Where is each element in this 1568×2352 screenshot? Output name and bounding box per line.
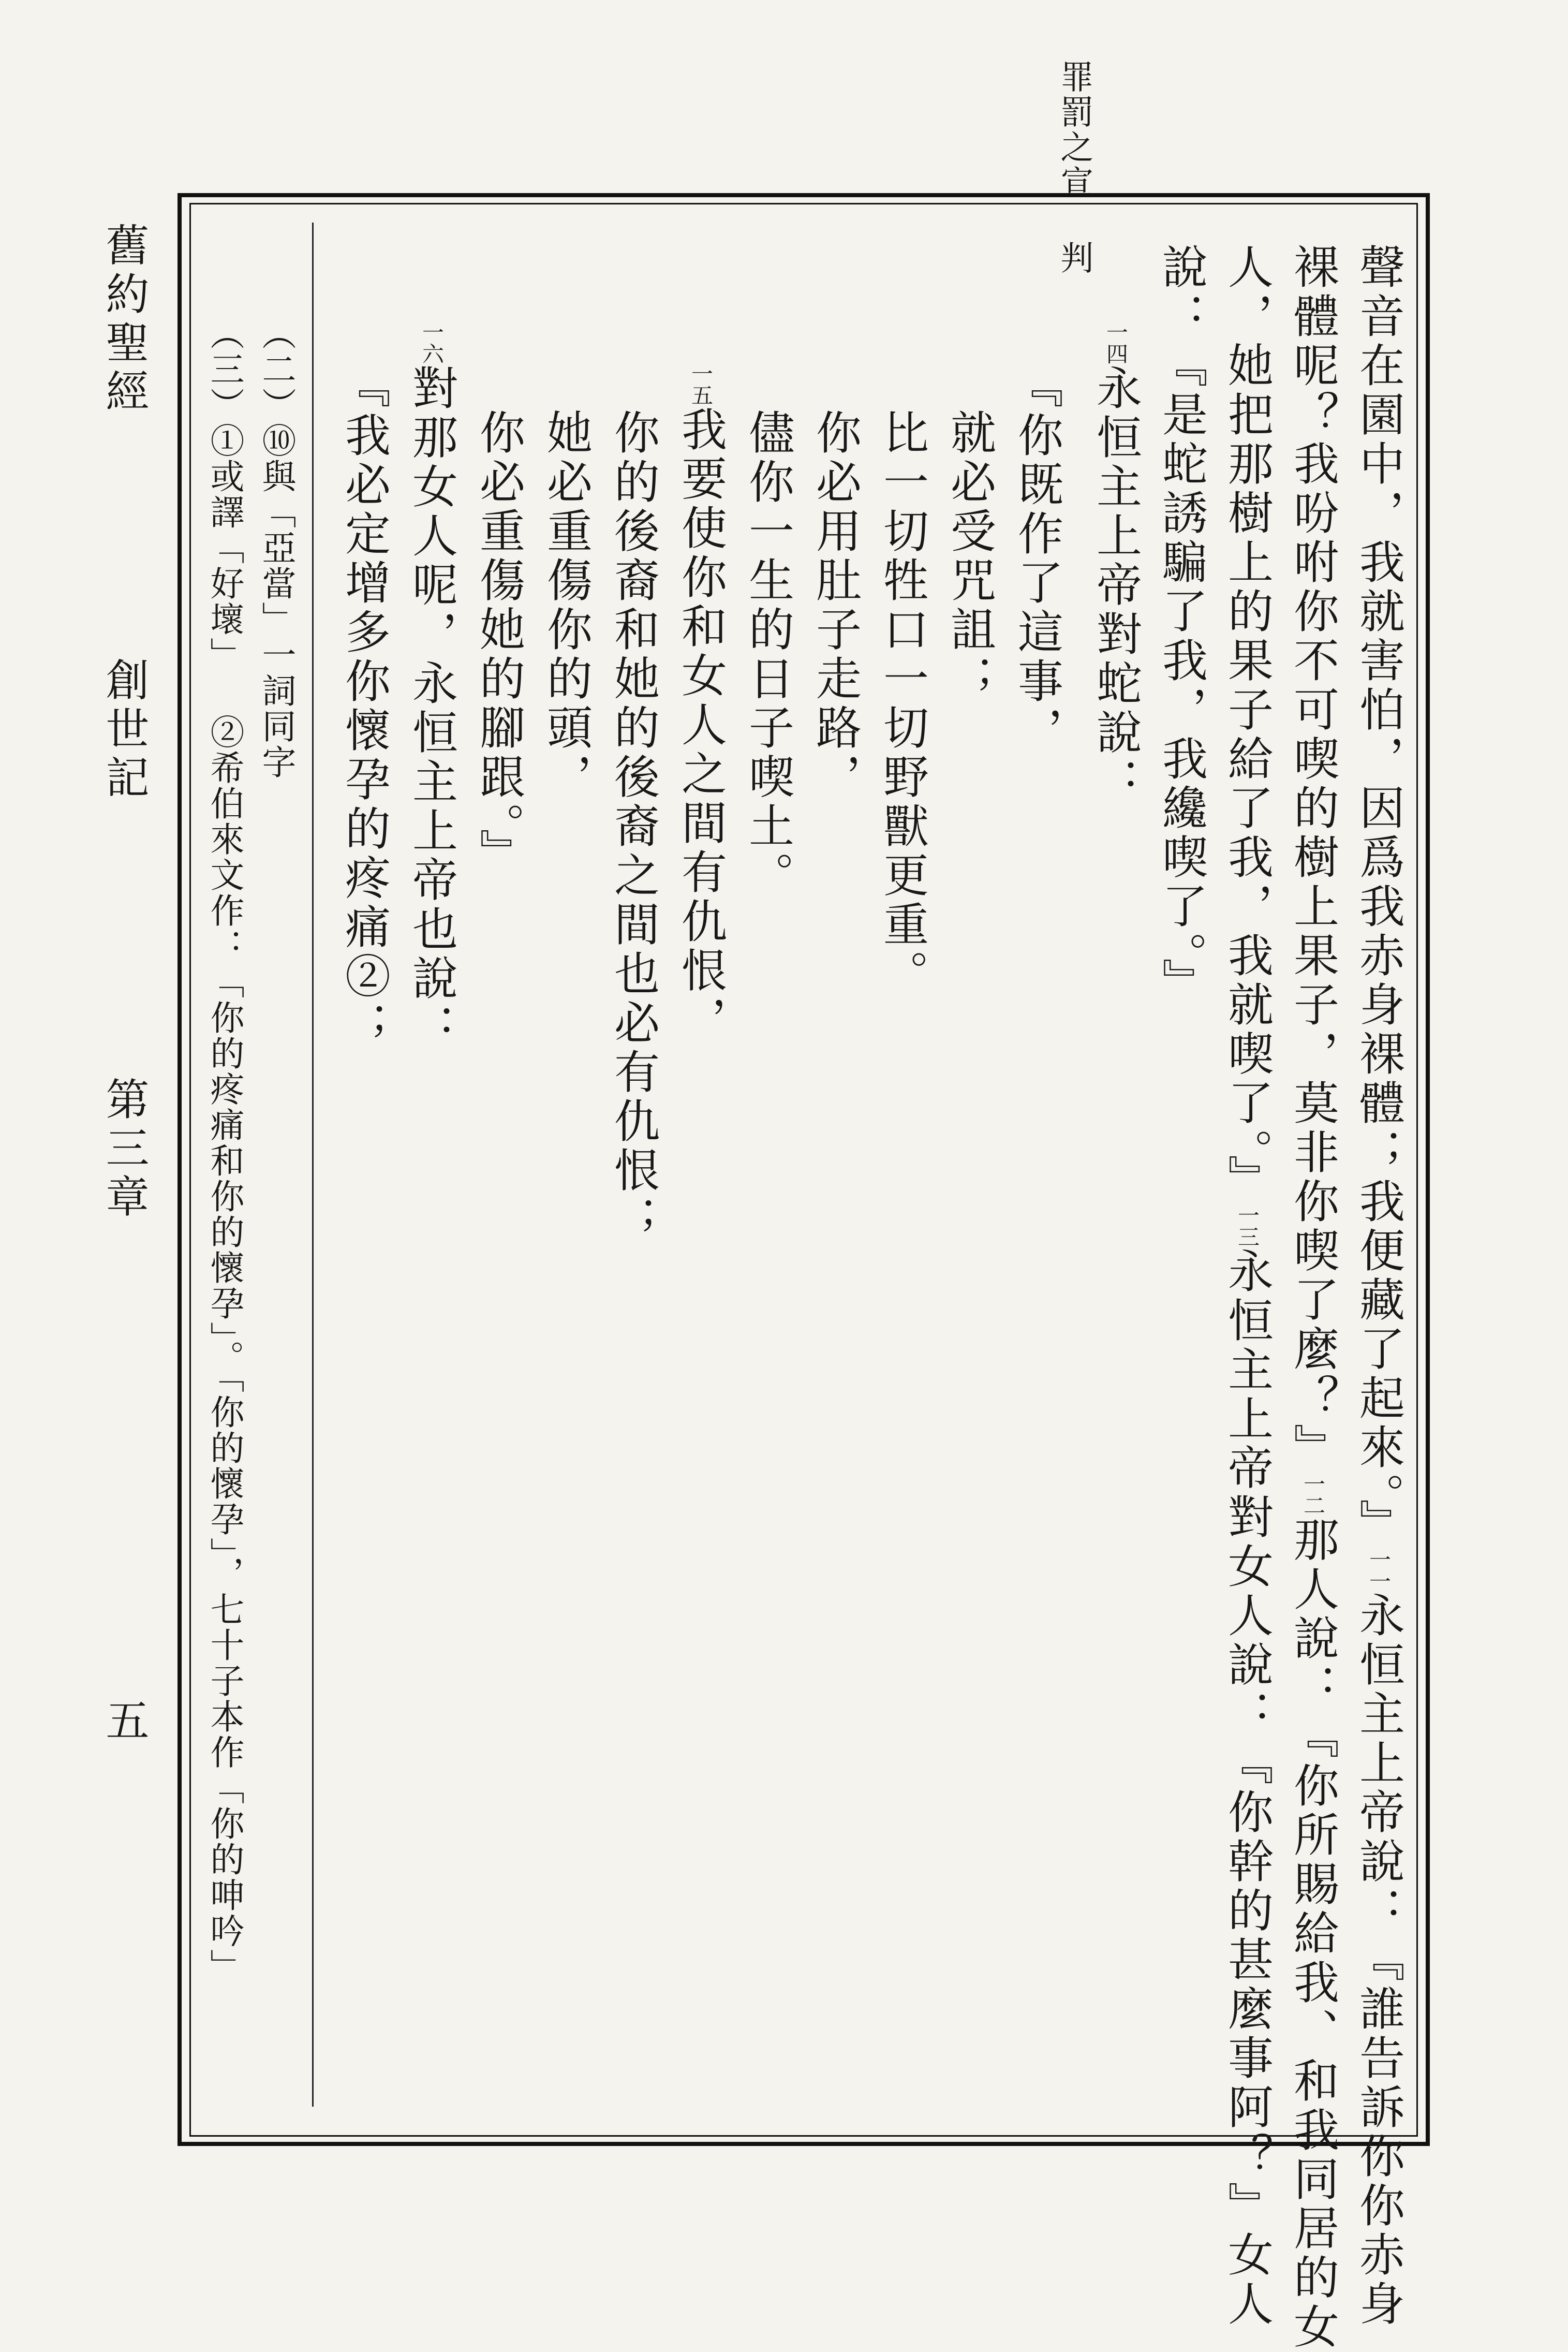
poetry-line: 你的後裔和她的後裔之間也必有仇恨； — [607, 409, 660, 1245]
text-run: 聲音在園中，我就害怕，因爲我赤身裸體；我便藏了起來。』 — [1352, 243, 1406, 1548]
poetry-line: 儘你一生的日子喫土。 — [742, 409, 795, 901]
text-run: 永恒主上帝對蛇說： — [1089, 364, 1143, 807]
margin-note-line-2: 判 — [1055, 241, 1093, 276]
margin-note-line-1: 罪罰之宣 — [1055, 60, 1093, 200]
verse-number: 一四 — [1103, 321, 1129, 364]
text-run: 永恒主上帝說：『誰告訴你你赤身 — [1352, 1592, 1406, 2329]
footnote-divider — [312, 223, 314, 2107]
poetry-line: 她必重傷你的頭， — [540, 409, 593, 802]
text-column — [1089, 321, 1143, 807]
text-run: 人，她把那樹上的果子給了我，我就喫了。』 — [1221, 243, 1274, 1204]
text-run: 我要使你和女人之間有仇恨， — [674, 406, 728, 1045]
text-run: 對那女人呢，永恒主上帝也說： — [405, 364, 458, 1053]
running-head-book: 舊約聖經 — [99, 223, 150, 417]
verse-number: 一一 — [1366, 1548, 1392, 1592]
poetry-line: 『我必定增多你懷孕的疼痛②； — [338, 362, 391, 1051]
text-column — [1352, 243, 1406, 2329]
text-run: 裸體呢？我吩咐你不可喫的樹上果子，莫非你喫了麼？』 — [1286, 243, 1340, 1473]
text-column — [1286, 243, 1340, 2352]
poetry-line: 你必用肚子走路， — [809, 409, 862, 802]
verse-number: 一三 — [1235, 1204, 1260, 1247]
text-column — [1155, 243, 1208, 1007]
poetry-line: 你必重傷她的腳跟。』 — [472, 409, 526, 878]
footnote: （二）⑩與「亞當」一詞同字 — [256, 316, 296, 780]
verse-number: 一二 — [1300, 1473, 1326, 1516]
poetry-line: 就必受咒詛； — [943, 409, 997, 704]
footnote: （三）①或譯「好壞」 ②希伯來文作：「你的疼痛和你的懷孕」。「你的懷孕」，七十子本作「你的呻吟」 — [204, 316, 244, 1984]
text-run: 永恒主上帝對女人說：『你幹的甚麼事阿？』女人 — [1221, 1247, 1274, 2329]
text-column — [1221, 243, 1274, 2329]
poetry-line: 『你既作了這事， — [1011, 362, 1064, 756]
running-head-chapter-book: 創世記 — [99, 657, 150, 803]
running-head-chapter: 第三章 — [99, 1077, 150, 1223]
poetry-line: 比一切牲口一切野獸更重。 — [876, 409, 929, 999]
verse-number: 一五 — [688, 362, 714, 406]
text-column — [405, 321, 458, 1053]
page-number: 五 — [99, 1698, 150, 1746]
text-run: 說：『是蛇誘騙了我，我纔喫了。』 — [1155, 243, 1208, 1007]
verse-number: 一六 — [419, 321, 445, 364]
poetry-line — [674, 362, 728, 1045]
text-run: 那人說：『你所賜給我、和我同居的女 — [1286, 1516, 1340, 2352]
